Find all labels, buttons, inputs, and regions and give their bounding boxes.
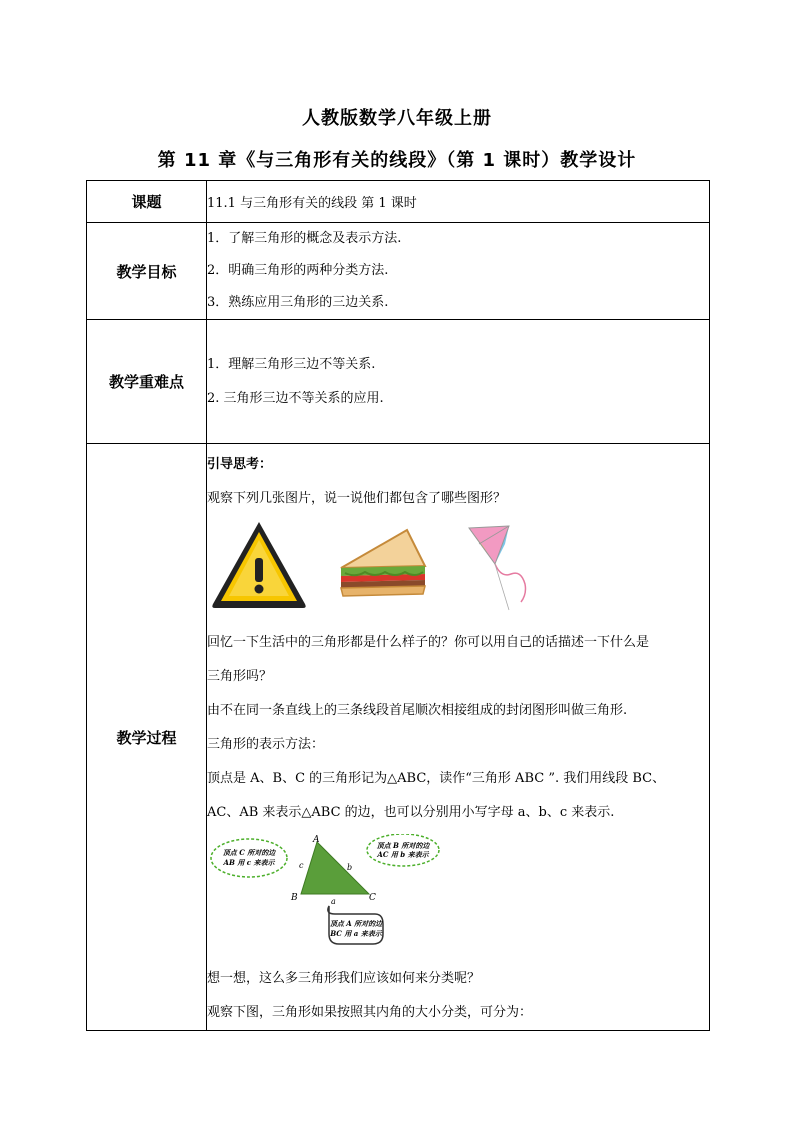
- process-paragraph: 三角形的表示方法：: [207, 737, 325, 752]
- sandwich-icon: [335, 526, 431, 598]
- bubble-left-line2: AB 用 c 来表示: [223, 858, 275, 867]
- row-topic: [87, 181, 710, 223]
- bubble-bottom-line1: 顶点 A 所对的边: [329, 919, 383, 928]
- side-c: c: [299, 861, 304, 870]
- topic-label: 课题: [87, 181, 207, 223]
- process-paragraph: 观察下图，三角形如果按照其内角的大小分类，可分为：: [207, 1005, 533, 1020]
- goal-item: 3．熟练应用三角形的三边关系.: [207, 295, 389, 310]
- bubble-left-line1: 顶点 C 所对的边: [222, 848, 276, 857]
- warning-sign-icon: [209, 518, 309, 610]
- triangle-abc: [301, 842, 369, 894]
- keypoint-item: 1．理解三角形三边不等关系.: [207, 356, 376, 372]
- side-b: b: [347, 863, 353, 872]
- doc-subtitle: 第 11 章《与三角形有关的线段》（第 1 课时）教学设计: [157, 150, 637, 171]
- bubble-right-line2: AC 用 b 来表示: [377, 850, 429, 859]
- process-paragraph: 三角形吗？: [207, 669, 273, 684]
- row-keypoints: [87, 320, 710, 444]
- vertex-b: B: [291, 893, 298, 903]
- triangle-diagram: [207, 834, 709, 956]
- process-paragraph: 想一想，这么多三角形我们应该如何来分类呢？: [207, 971, 481, 986]
- process-paragraph: AC、AB 来表示△ABC 的边，也可以分别用小写字母 a、b、c 来表示.: [207, 805, 615, 820]
- keypoint-item: 2. 三角形三边不等关系的应用.: [207, 390, 384, 406]
- goal-item: 1．了解三角形的概念及表示方法.: [207, 231, 402, 246]
- lesson-table: [86, 180, 710, 1031]
- goals-label: 教学目标: [87, 223, 207, 320]
- topic-value: 11.1 与三角形有关的线段 第 1 课时: [207, 181, 710, 223]
- goal-item: 2．明确三角形的两种分类方法.: [207, 263, 389, 278]
- process-paragraph: 观察下列几张图片，说一说他们都包含了哪些图形？: [207, 491, 507, 506]
- doc-title: 人教版数学八年级上册: [302, 108, 492, 129]
- bubble-bottom-line2: BC 用 a 来表示: [330, 929, 382, 938]
- process-heading: 引导思考：: [207, 457, 273, 472]
- side-a: a: [331, 897, 336, 906]
- process-label: 教学过程: [87, 444, 207, 1031]
- process-paragraph: 由不在同一条直线上的三条线段首尾顺次相接组成的封闭图形叫做三角形.: [207, 703, 628, 718]
- kite-icon: [465, 522, 535, 614]
- process-paragraph: 顶点是 A、B、C 的三角形记为△ABC，读作“三角形 ABC ”. 我们用线段 BC、: [207, 771, 666, 786]
- example-pictures: [207, 520, 709, 620]
- vertex-a: A: [313, 835, 320, 845]
- process-paragraph: 回忆一下生活中的三角形都是什么样子的？你可以用自己的话描述一下什么是: [207, 635, 650, 650]
- keypoints-label: 教学重难点: [87, 320, 207, 444]
- row-goals: [87, 223, 710, 320]
- bubble-right-line1: 顶点 B 所对的边: [376, 841, 430, 850]
- row-process: [87, 444, 710, 1031]
- vertex-c: C: [369, 893, 376, 903]
